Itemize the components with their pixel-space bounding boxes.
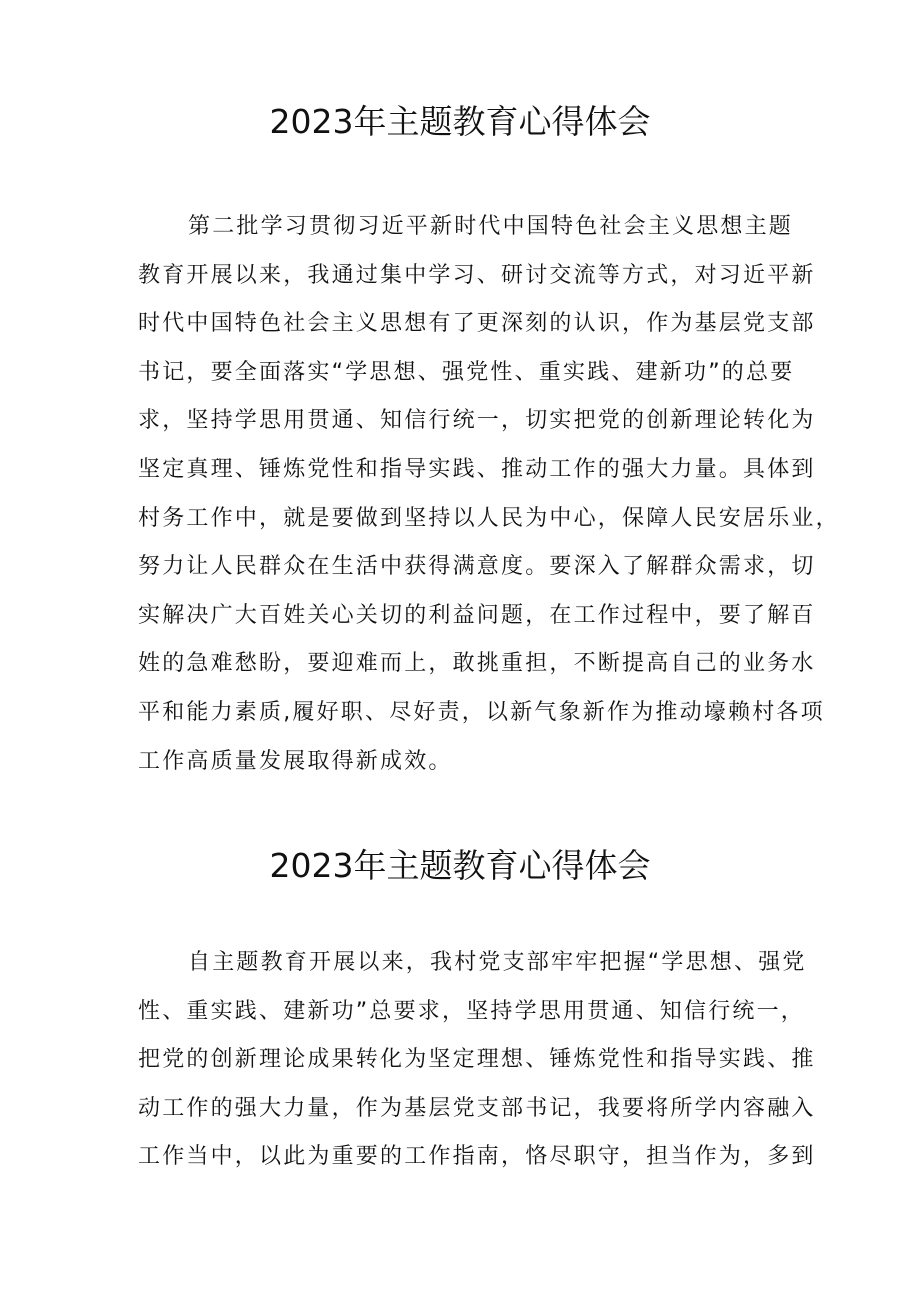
paragraph-line: 性、重实践、建新功”总要求，坚持学思用贯通、知信行统一，: [138, 998, 805, 1024]
paragraph-line: 时代中国特色社会主义思想有了更深刻的认识，作为基层党支部: [138, 311, 816, 337]
paragraph-line: 自主题教育开展以来，我村党支部牢牢把握“学思想、强党: [188, 950, 807, 975]
paragraph-line: 平和能力素质,履好职、尽好责，以新气象新作为推动壕赖村各项: [138, 699, 825, 725]
section-body: [138, 208, 840, 791]
paragraph-line: 动工作的强大力量，作为基层党支部书记，我要将所学内容融入: [138, 1095, 816, 1121]
paragraph-line: 努力让人民群众在生活中获得满意度。要深入了解群众需求，切: [138, 554, 816, 580]
section-title: 2023年主题教育心得体会: [269, 846, 651, 885]
section-body: [138, 944, 816, 1187]
paragraph-line: 坚定真理、锤炼党性和指导实践、推动工作的强大力量。具体到: [138, 456, 816, 482]
paragraph-line: 把党的创新理论成果转化为坚定理想、锤炼党性和指导实践、推: [138, 1047, 816, 1073]
paragraph-line: 第二批学习贯彻习近平新时代中国特色社会主义思想主题: [188, 214, 794, 239]
paragraph-line: 工作当中，以此为重要的工作指南，恪尽职守，担当作为，多到: [138, 1144, 816, 1170]
paragraph-line: 实解决广大百姓关心关切的利益问题，在工作过程中，要了解百: [138, 602, 816, 628]
paragraph-line: 求，坚持学思用贯通、知信行统一，切实把党的创新理论转化为: [138, 408, 816, 434]
section-title: 2023年主题教育心得体会: [269, 102, 651, 141]
paragraph-line: 书记，要全面落实“学思想、强党性、重实践、建新功”的总要: [138, 359, 795, 385]
paragraph-line: 工作高质量发展取得新成效。: [138, 748, 453, 774]
paragraph-line: 姓的急难愁盼，要迎难而上，敢挑重担，不断提高自己的业务水: [138, 651, 816, 677]
paragraph-line: 村务工作中，就是要做到坚持以人民为中心，保障人民安居乐业，: [138, 505, 840, 531]
paragraph-line: 教育开展以来，我通过集中学习、研讨交流等方式，对习近平新: [138, 262, 816, 288]
